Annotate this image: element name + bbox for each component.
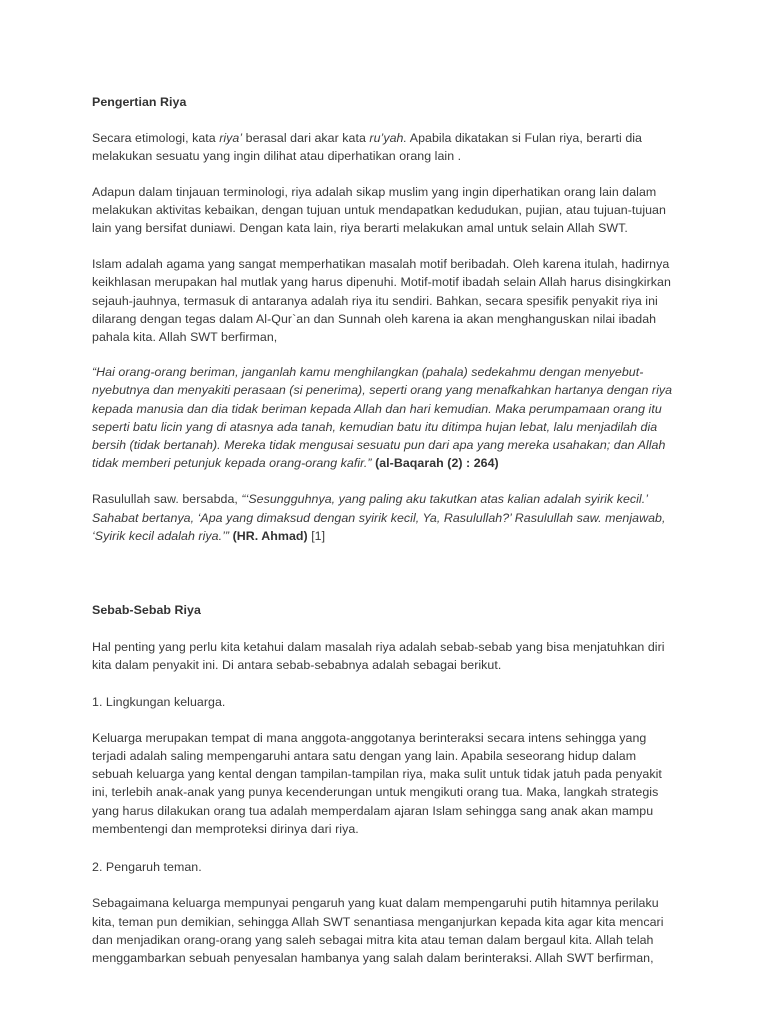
paragraph-etimologi <box>92 129 678 165</box>
quote-al-baqarah <box>92 363 678 472</box>
document-page <box>92 93 678 967</box>
quote-text: “Hai orang-orang beriman, janganlah kamu menghilangkan (pahala) sedekahmu dengan menyebut-nyebutnya dan menyakiti perasaan (si penerima), seperti orang yang menafkahkan hartanya dengan riya kepada manusia dan dia tidak beriman kepada Allah dan hari kemudian. Maka perumpamaan orang itu seperti batu licin yang di atasnya ada tanah, kemudian batu itu ditimpa hujan lebat, lalu menjadilah dia bersih (tidak bertanah). Mereka tidak mengusai sesuatu pun dari apa yang mereka usahakan; dan Allah tidak memberi petunjuk kepada orang-orang kafir.” <box>92 365 673 471</box>
quote-source: (al-Baqarah (2) : 264) <box>375 456 499 471</box>
footnote-ref: [1] <box>311 528 326 543</box>
etimologi-text-c: berasal dari akar kata <box>242 131 370 146</box>
hadith-intro: Rasulullah saw. bersabda, <box>92 492 242 507</box>
etimologi-text-a: Secara etimologi, kata <box>92 131 220 146</box>
hadith-text: “‘Sesungguhnya, yang paling aku takutkan atas kalian adalah syirik kecil.’ Sahabat bertanya, ‘Apa yang dimaksud dengan syirik kecil, Ya, Rasulullah?’ Rasulullah saw. menjawab, ‘Syirik kecil adalah riya.’” <box>92 492 666 543</box>
list-item-title-1: 1. Lingkungan keluarga. <box>92 694 226 709</box>
paragraph-hadith <box>92 490 678 545</box>
term-riya: riya’ <box>219 131 243 146</box>
list-item-title-2: 2. Pengaruh teman. <box>92 860 202 875</box>
section-heading-sebab: Sebab-Sebab Riya <box>92 603 201 618</box>
paragraph-terminologi: Adapun dalam tinjauan terminologi, riya adalah sikap muslim yang ingin diperhatikan orang lain dalam melakukan aktivitas kebaikan, dengan tujuan untuk mendapatkan kedudukan, pujian, atau tujuan-tujuan lain yang bersifat duniawi. Dengan kata lain, riya berarti melakukan amal untuk selain Allah SWT. <box>92 184 666 236</box>
paragraph-lingkungan-keluarga: Keluarga merupakan tempat di mana anggota-anggotanya berinteraksi secara intens sehingga yang terjadi adalah saling mempengaruhi antara satu dengan yang lain. Apabila seseorang hidup dalam sebuah keluarga yang kental dengan tampilan-tampilan riya, maka sulit untuk tidak jatuh pada penyakit ini, terlebih anak-anak yang punya kecenderungan untuk mengikuti orang tua. Maka, langkah strategis yang harus dilakukan orang tua adalah memperdalam ajaran Islam sehingga sang anak akan mampu membentengi dan memproteksi dirinya dari riya. <box>92 730 662 836</box>
hadith-source: (HR. Ahmad) <box>232 528 308 543</box>
paragraph-sebab-intro: Hal penting yang perlu kita ketahui dalam masalah riya adalah sebab-sebab yang bisa menjatuhkan diri kita dalam penyakit ini. Di antara sebab-sebabnya adalah sebagai berikut. <box>92 640 665 673</box>
paragraph-pengaruh-teman: Sebagaimana keluarga mempunyai pengaruh yang kuat dalam mempengaruhi putih hitamnya perilaku kita, teman pun demikian, sehingga Allah SWT senantiasa menganjurkan kepada kita agar kita mencari dan menjadikan orang-orang yang saleh sebagai mitra kita atau teman dalam bergaul kita. Allah telah menggambarkan sebuah penyesalan hambanya yang salah dalam berinteraksi. Allah SWT berfirman, <box>92 896 664 965</box>
section-heading-pengertian: Pengertian Riya <box>92 95 187 109</box>
paragraph-motif-ibadah: Islam adalah agama yang sangat memperhatikan masalah motif beribadah. Oleh karena itulah, hadirnya keikhlasan merupakan hal mutlak yang harus dipenuhi. Motif-motif ibadah selain Allah harus disingkirkan sejauh-jauhnya, termasuk di antaranya adalah riya itu sendiri. Bahkan, secara spesifik penyakit riya ini dilarang dengan tegas dalam Al-Qur`an dan Sunnah oleh karena ia akan menghanguskan nilai ibadah pahala kita. Allah SWT berfirman, <box>92 257 671 345</box>
etimologi-text-e: Apabila dikatakan si Fulan riya, berarti dia melakukan sesuatu yang ingin dilihat atau diperhatikan orang lain . <box>92 131 642 164</box>
term-ruyah: ru’yah. <box>369 131 407 146</box>
